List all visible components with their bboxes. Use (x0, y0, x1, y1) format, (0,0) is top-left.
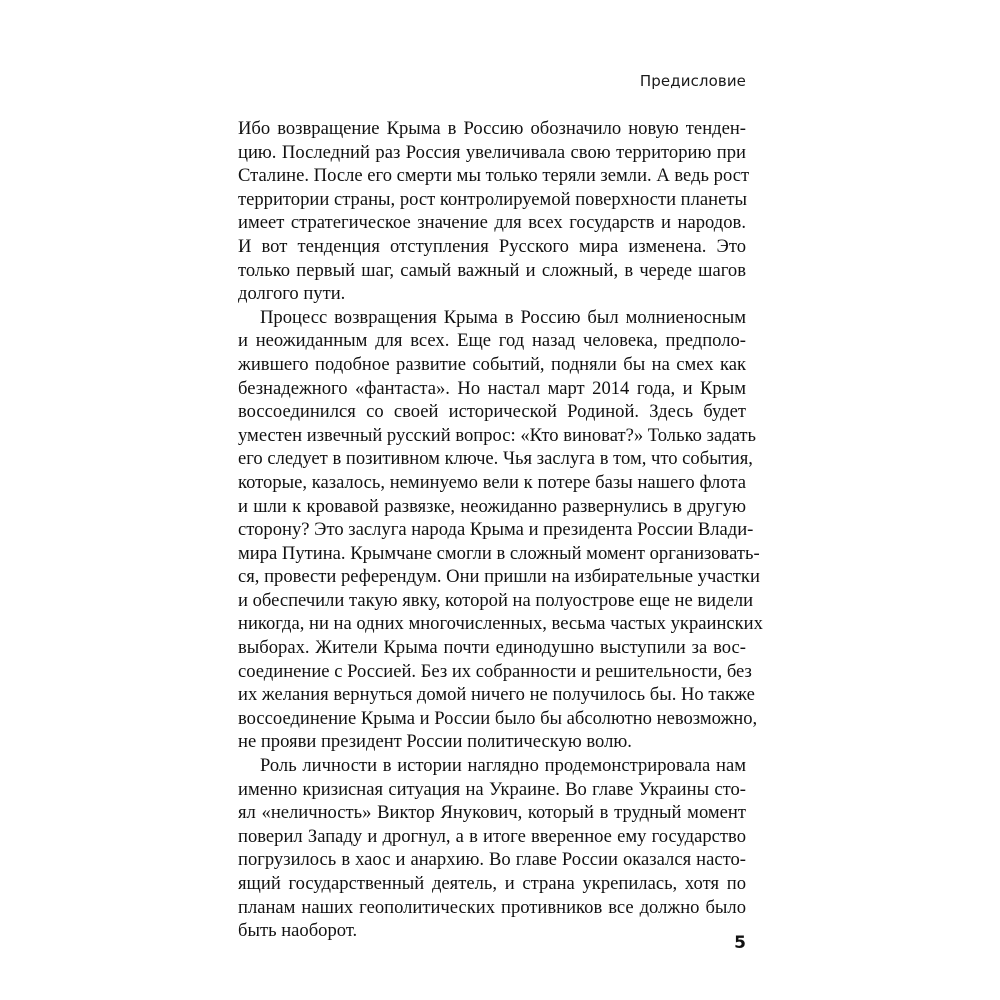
text-line: и шли к кровавой развязке, неожиданно развернулись в другую (238, 495, 746, 517)
text-line: уместен извечный русский вопрос: «Кто виноват?» Только задать (238, 424, 757, 446)
text-line: ящий государственный деятель, и страна укрепилась, хотя по (238, 873, 746, 894)
text-line: территории страны, рост контролируемой поверхности планеты (238, 188, 747, 210)
text-line: никогда, ни на одних многочисленных, весьма частых украинских (238, 613, 763, 635)
running-head: Предисловие (639, 72, 746, 90)
text-line: и обеспечили такую явку, которой на полуострове еще не видели (238, 589, 754, 611)
text-line: его следует в позитивном ключе. Чья заслуга в том, что события, (238, 448, 753, 470)
text-line: жившего подобное развитие событий, подняли бы на смех как (238, 353, 746, 375)
text-line: безнадежного «фантаста». Но настал март 2014 года, и Крым (238, 377, 746, 399)
text-line: соединение с Россией. Без их собранности и решительности, без (238, 660, 752, 682)
text-line: Роль личности в истории наглядно продемонстрировала нам (260, 755, 746, 777)
paragraph (238, 117, 750, 306)
text-line: долгого пути. (238, 283, 346, 305)
text-line: не прояви президент России политическую волю. (238, 731, 632, 753)
text-line: Сталине. После его смерти мы только теряли земли. А ведь рост (238, 165, 750, 187)
text-line: поверил Западу и дрогнул, а в итоге вверенное ему государство (238, 825, 746, 847)
text-line: именно кризисная ситуация на Украине. Во главе Украины сто- (238, 778, 746, 800)
text-line: только первый шаг, самый важный и сложный, в череде шагов (238, 259, 746, 281)
page-number: 5 (734, 933, 746, 953)
paragraph (238, 754, 746, 943)
text-line: цию. Последний раз Россия увеличивала свою территорию при (238, 141, 746, 163)
text-line: воссоединился со своей исторической Родиной. Здесь будет (238, 401, 746, 423)
text-line: сторону? Это заслуга народа Крыма и президента России Влади- (238, 519, 754, 541)
text-line: ял «неличность» Виктор Янукович, который в трудный момент (238, 802, 746, 824)
text-line: которые, казалось, неминуемо вели к потере базы нашего флота (238, 471, 746, 493)
text-line: их желания вернуться домой ничего не получилось бы. Но также (238, 684, 755, 706)
text-line: Процесс возвращения Крыма в Россию был молниеносным (260, 306, 746, 328)
text-line: воссоединение Крыма и России было бы абсолютно невозможно, (238, 707, 758, 729)
text-line: Ибо возвращение Крыма в Россию обозначило новую тенден- (238, 118, 746, 139)
text-line: планам наших геополитических противников все должно было (238, 896, 746, 918)
paragraph (238, 306, 763, 754)
text-line: и неожиданным для всех. Еще год назад человека, предполо- (238, 330, 746, 352)
text-line: погрузилось в хаос и анархию. Во главе России оказался насто- (238, 849, 746, 871)
text-line: И вот тенденция отступления Русского мира изменена. Это (238, 235, 746, 257)
text-line: выборах. Жители Крыма почти единодушно выступили за вос- (238, 637, 746, 659)
text-line: имеет стратегическое значение для всех государств и народов. (238, 212, 746, 234)
text-line: быть наоборот. (238, 920, 358, 942)
text-line: ся, провести референдум. Они пришли на избирательные участки (238, 566, 760, 588)
text-line: мира Путина. Крымчане смогли в сложный момент организовать- (238, 542, 760, 564)
body-text (238, 117, 763, 943)
